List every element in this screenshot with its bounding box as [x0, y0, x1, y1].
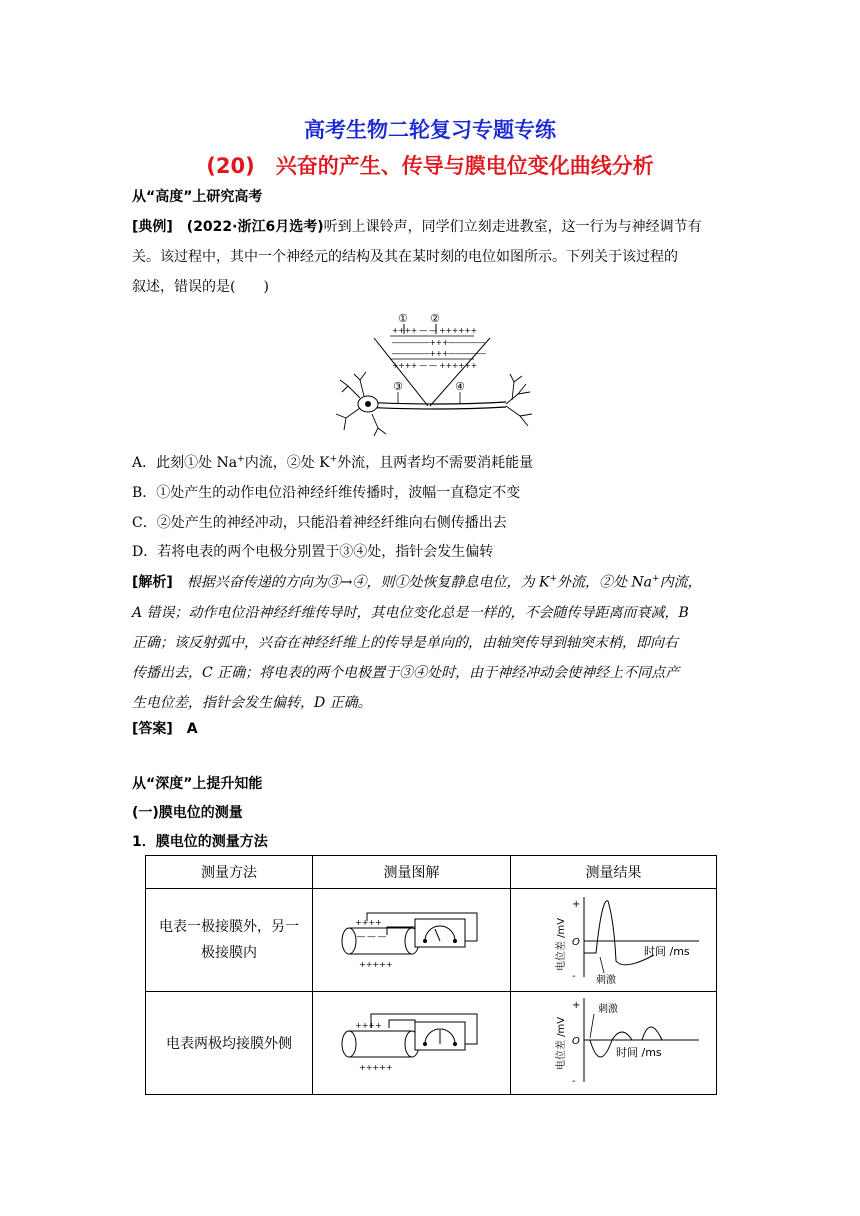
section2-heading: 从“深度”上提升知能	[132, 776, 263, 792]
svg-text:O: O	[571, 1035, 580, 1047]
graph-1	[524, 891, 704, 986]
svg-text:电位差 /mV: 电位差 /mV	[555, 1016, 567, 1070]
row2-method: 电表两极均接膜外侧	[146, 992, 313, 1095]
analysis-line3: 正确；该反射弧中，兴奋在神经纤维上的传导是单向的，由轴突传导到轴突末梢，即向右	[132, 634, 678, 651]
svg-text:O: O	[571, 936, 580, 948]
row1-graph	[511, 889, 717, 992]
answer: [答案] A	[132, 721, 198, 737]
svg-text:时间 /ms: 时间 /ms	[615, 1045, 662, 1059]
meter-diagram-1	[337, 903, 487, 973]
title-line1: 高考生物二轮复习专题专练	[304, 118, 556, 142]
example-source: (2022·浙江6月选考)	[186, 219, 324, 235]
header-diagram: 测量图解	[313, 856, 511, 889]
analysis-line2: A 错误；动作电位沿神经纤维传导时，其电位变化总是一样的，不会随传导距离而衰减，B	[132, 604, 689, 621]
svg-text:++++: ++++	[354, 1021, 382, 1030]
example-line2: 关。该过程中，其中一个神经元的结构及其在某时刻的电位如图所示。下列关于该过程的	[132, 249, 678, 265]
example-line3: 叙述，错误的是( )	[132, 279, 269, 295]
marker-2: ②	[430, 312, 440, 325]
example-text	[132, 212, 732, 302]
analysis-line5: 生电位差，指针会发生偏转，D 正确。	[132, 694, 372, 711]
item1-heading: 1．膜电位的测量方法	[132, 834, 268, 850]
membrane-row1: ++++ ― ― ++++++	[392, 326, 477, 335]
row2-diagram	[313, 992, 511, 1095]
svg-text:刺激: 刺激	[595, 974, 616, 986]
option-c: C．②处产生的神经冲动，只能沿着神经纤维向右侧传播出去	[132, 515, 507, 531]
marker-3: ③	[393, 380, 403, 393]
row2-graph	[511, 992, 717, 1095]
svg-text:+++++: +++++	[358, 960, 393, 969]
subsection-heading: (一)膜电位的测量	[132, 805, 243, 821]
analysis-line4: 传播出去，C 正确；将电表的两个电极置于③④处时，由于神经冲动会使神经上不同点产	[132, 664, 680, 681]
svg-text:+++++: +++++	[358, 1063, 393, 1072]
marker-4: ④	[455, 380, 465, 393]
meter-diagram-2	[337, 1006, 487, 1076]
header-result: 测量结果	[511, 856, 717, 889]
svg-text:刺激: 刺激	[597, 1003, 618, 1015]
option-d: D．若将电表的两个电极分别置于③④处，指针会发生偏转	[132, 544, 494, 560]
analysis-tag: [解析]	[132, 574, 173, 591]
example-tag: [典例]	[132, 219, 173, 235]
svg-text:时间 /ms: 时间 /ms	[643, 944, 690, 958]
membrane-row4: ++++ ― ― ++++++	[392, 361, 477, 370]
svg-text:+: +	[571, 898, 580, 910]
section1-heading: 从“高度”上研究高考	[132, 189, 263, 205]
analysis: [解析] 根据兴奋传递的方向为③→④，则①处恢复静息电位，为 K+外流，②处 Na+内流， A 错误；动作电位沿神经纤维传导时，其电位变化总是一样的，不会随传导距离而衰减，B 正确；该反射弧中，兴奋在神经纤维上的传导是单向的，由轴突传导到轴突末梢，即向右 传播出去，C 正确；将电表的两个电极置于③④处时，由于神经冲动会使神经上不同点产 生电位差，指针会发生偏转，D 正确。	[132, 564, 732, 718]
graph-2	[524, 994, 704, 1089]
row1-diagram	[313, 889, 511, 992]
neuron-figure	[330, 308, 540, 440]
svg-text:+: +	[571, 999, 580, 1011]
svg-text:-: -	[571, 970, 576, 982]
membrane-row2: ―――――+++―――――	[392, 338, 486, 347]
svg-text:-: -	[571, 1075, 576, 1087]
membrane-row3: ―――――+++―――――	[392, 349, 486, 358]
example-line1: 听到上课铃声，同学们立刻走进教室，这一行为与神经调节有	[323, 219, 702, 235]
row1-method: 电表一极接膜外，另一 极接膜内	[146, 889, 313, 992]
measurement-table	[145, 855, 717, 1095]
header-method: 测量方法	[146, 856, 313, 889]
svg-text:― ― ―: ― ― ―	[356, 932, 386, 941]
title-line2: (20) 兴奋的产生、传导与膜电位变化曲线分析	[206, 154, 654, 178]
marker-1: ①	[398, 312, 408, 325]
option-a: A．此刻①处 Na+内流，②处 K+外流，且两者均不需要消耗能量	[132, 454, 534, 471]
svg-text:++++: ++++	[354, 918, 382, 927]
option-b: B．①处产生的动作电位沿神经纤维传播时，波幅一直稳定不变	[132, 485, 521, 501]
svg-text:电位差 /mV: 电位差 /mV	[555, 917, 567, 971]
